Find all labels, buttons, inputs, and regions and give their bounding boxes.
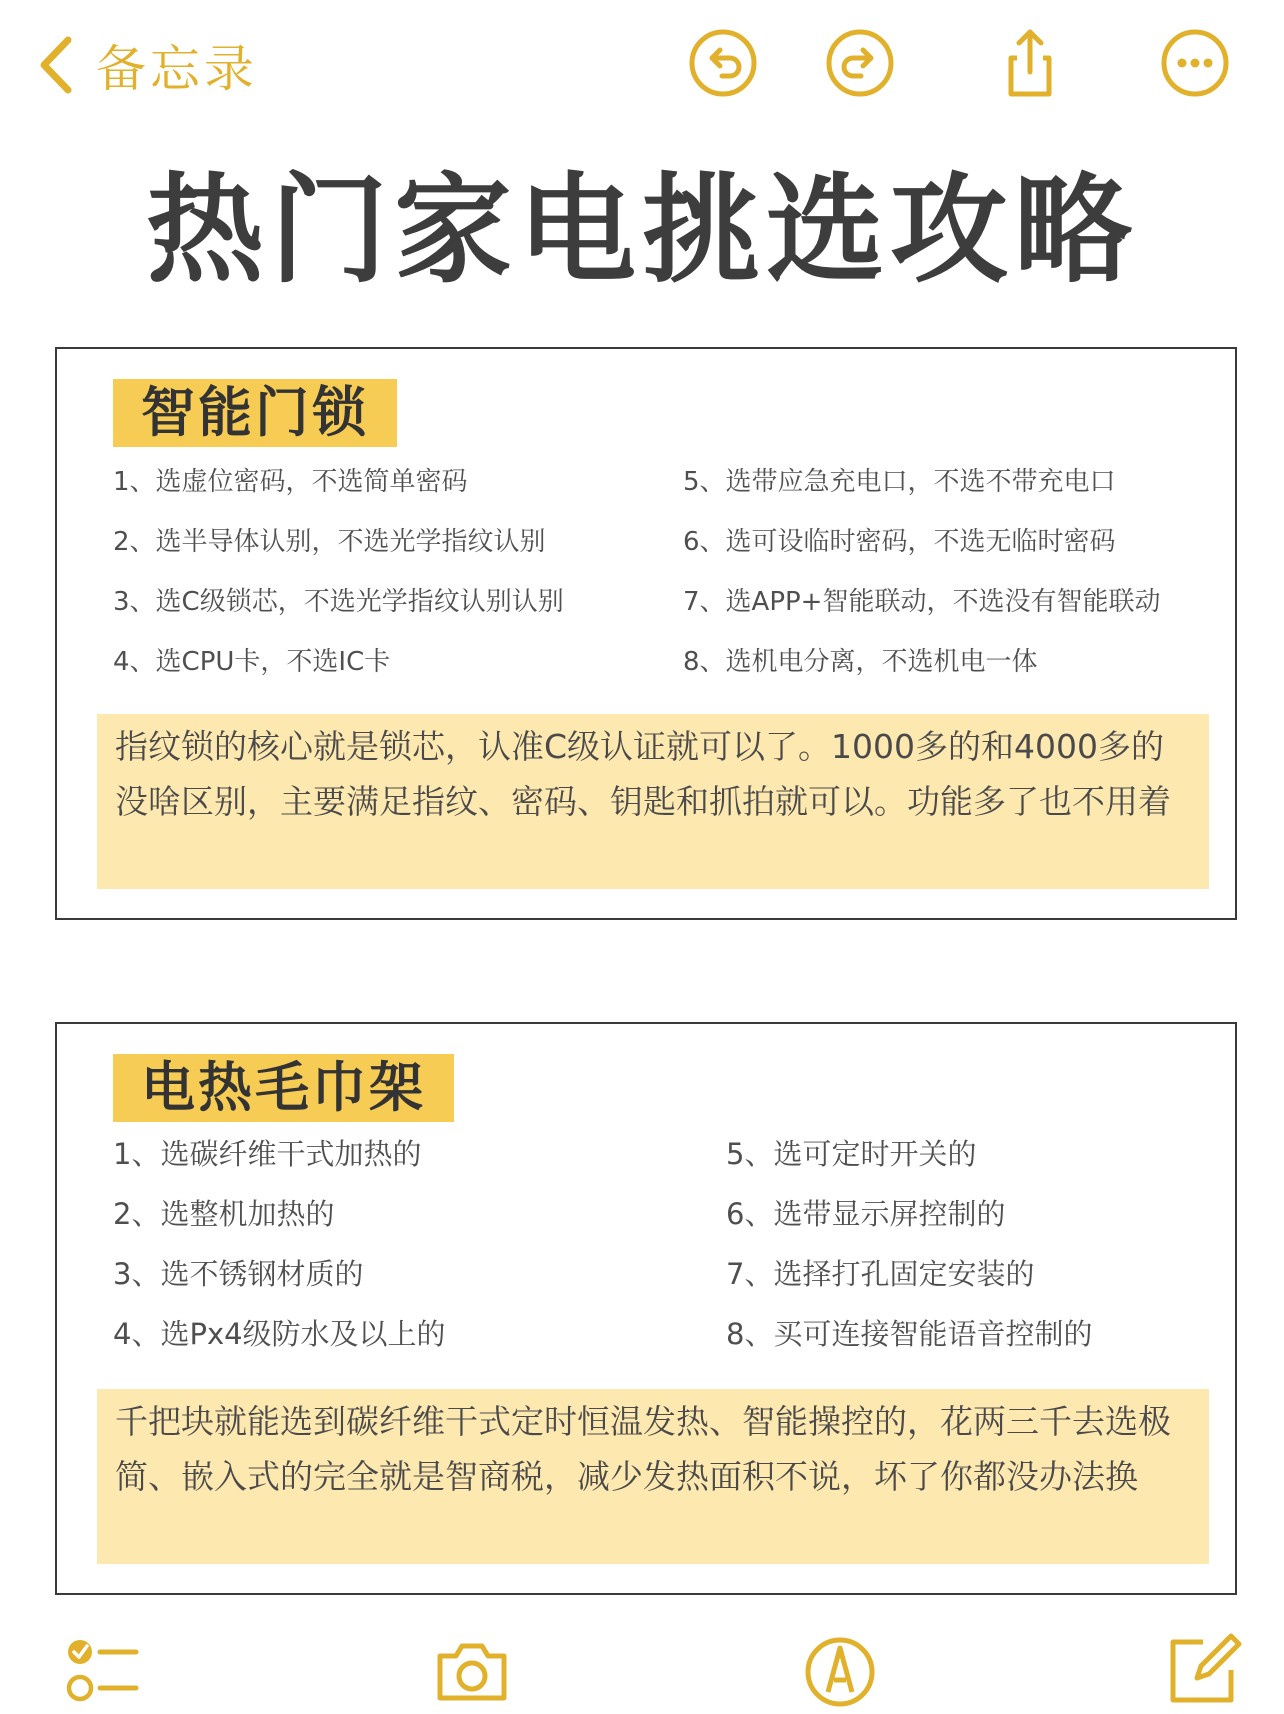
list-item: 7、选择打孔固定安装的 [726, 1257, 1035, 1291]
list-item: 2、选半导体认别，不选光学指纹认别 [113, 527, 546, 557]
list-item: 1、选虚位密码，不选简单密码 [113, 467, 468, 497]
page-title: 热门家电挑选攻略 [145, 161, 1138, 299]
list-item: 2、选整机加热的 [113, 1197, 335, 1231]
undo-button[interactable] [688, 28, 758, 98]
highlight-note: 千把块就能选到碳纤维干式定时恒温发热、智能操控的，花两三千去选极简、嵌入式的完全就是智商税，减少发热面积不说，坏了你都没办法换 [97, 1389, 1209, 1564]
list-item: 8、选机电分离，不选机电一体 [683, 647, 1038, 677]
compose-button[interactable] [1163, 1630, 1243, 1710]
markup-button[interactable] [800, 1630, 880, 1710]
list-item: 8、买可连接智能语音控制的 [726, 1317, 1093, 1351]
compose-icon [1163, 1630, 1243, 1710]
section-heading: 电热毛巾架 [113, 1054, 454, 1122]
list-item: 6、选带显示屏控制的 [726, 1197, 1006, 1231]
share-icon [995, 28, 1065, 98]
highlight-note: 指纹锁的核心就是锁芯，认准C级认证就可以了。1000多的和4000多的没啥区别，主要满足指纹、密码、钥匙和抓拍就可以。功能多了也不用着 [97, 714, 1209, 889]
list-item: 1、选碳纤维干式加热的 [113, 1137, 422, 1171]
checklist-button[interactable] [62, 1630, 142, 1710]
checklist-icon [62, 1630, 142, 1710]
redo-button[interactable] [825, 28, 895, 98]
list-item: 3、选C级锁芯，不选光学指纹认别认别 [113, 587, 564, 617]
bottom-toolbar [0, 1630, 1284, 1712]
list-item: 5、选带应急充电口，不选不带充电口 [683, 467, 1116, 497]
list-item: 6、选可设临时密码，不选无临时密码 [683, 527, 1116, 557]
list-item: 5、选可定时开关的 [726, 1137, 977, 1171]
section-card-towel-rack [55, 1022, 1237, 1595]
section-card-smart-lock [55, 347, 1237, 920]
camera-button[interactable] [432, 1630, 512, 1710]
list-item: 4、选CPU卡，不选IC卡 [113, 647, 391, 677]
redo-icon [825, 28, 895, 98]
markup-pen-icon [800, 1630, 880, 1710]
undo-icon [688, 28, 758, 98]
back-label: 备忘录 [96, 40, 258, 98]
list-item: 4、选Px4级防水及以上的 [113, 1317, 446, 1351]
list-item: 3、选不锈钢材质的 [113, 1257, 364, 1291]
camera-icon [432, 1630, 512, 1710]
share-button[interactable] [995, 28, 1065, 98]
more-button[interactable] [1160, 28, 1230, 98]
back-button[interactable] [38, 30, 258, 100]
more-icon [1160, 28, 1230, 98]
top-navigation-bar [0, 0, 1284, 130]
chevron-left-icon [38, 34, 74, 96]
list-item: 7、选APP+智能联动，不选没有智能联动 [683, 587, 1161, 617]
section-heading: 智能门锁 [113, 379, 397, 447]
